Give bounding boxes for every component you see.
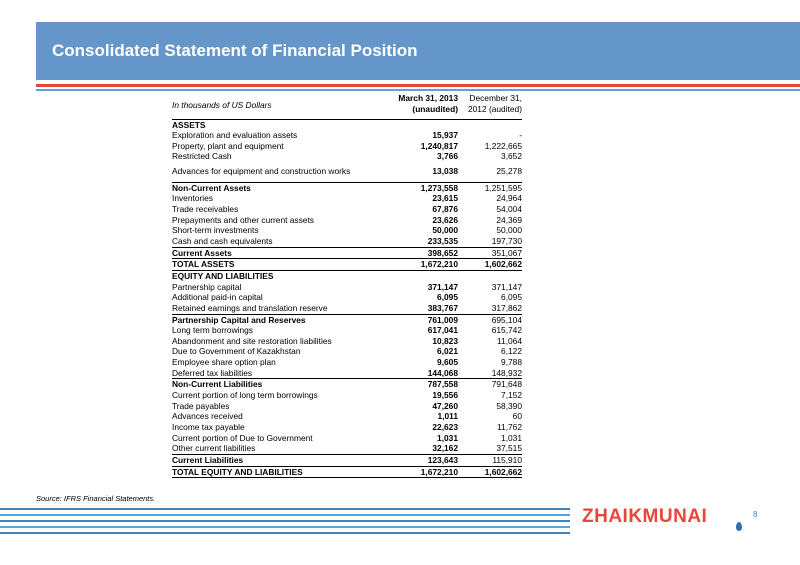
value-march-2013: 371,147	[427, 281, 458, 292]
value-december-2012: 148,932	[491, 367, 522, 378]
value-march-2013: 233,535	[427, 235, 458, 246]
table-row	[172, 215, 522, 226]
value-march-2013: 144,068	[427, 367, 458, 378]
value-december-2012: 1,251,595	[458, 182, 522, 193]
table-row	[172, 182, 522, 193]
value-march-2013	[394, 270, 458, 281]
page-title: Consolidated Statement of Financial Position	[52, 41, 418, 60]
row-label: Current Assets	[172, 247, 394, 259]
table-row	[172, 433, 522, 444]
row-label: Non-Current Liabilities	[172, 379, 394, 390]
column-header-march-2013: March 31, 2013 (unaudited)	[394, 93, 458, 119]
row-label: Other current liabilities	[172, 443, 256, 454]
footer-stripe	[0, 520, 570, 522]
row-label: Short-term investments	[172, 225, 259, 236]
table-row	[172, 346, 522, 357]
table-row	[172, 270, 522, 281]
value-december-2012: 371,147	[491, 281, 522, 292]
value-march-2013	[394, 119, 458, 130]
table-row	[172, 204, 522, 215]
row-label: Trade receivables	[172, 203, 239, 214]
header-stripe-blue	[36, 89, 800, 91]
row-label: ASSETS	[172, 119, 206, 130]
footer-stripe	[0, 532, 570, 534]
value-march-2013: 6,021	[437, 346, 458, 357]
table-row	[172, 411, 522, 422]
row-label: Current portion of Due to Government	[172, 432, 313, 443]
value-december-2012: 317,862	[491, 302, 522, 313]
value-march-2013: 6,095	[437, 292, 458, 303]
row-label: TOTAL EQUITY AND LIABILITIES	[172, 466, 394, 478]
value-march-2013: 1,031	[437, 432, 458, 443]
table-row	[172, 151, 522, 162]
value-december-2012: 6,095	[501, 292, 522, 303]
value-december-2012: 1,031	[501, 432, 522, 443]
value-december-2012: 791,648	[458, 379, 522, 390]
table-row	[172, 325, 522, 336]
table-row	[172, 236, 522, 247]
footer-stripe	[0, 514, 570, 516]
row-label: Cash and cash equivalents	[172, 235, 273, 246]
table-row	[172, 336, 522, 347]
value-december-2012: 37,515	[496, 443, 522, 454]
value-march-2013: 13,038	[432, 166, 458, 177]
row-label: Income tax payable	[172, 422, 245, 433]
table-row	[172, 443, 522, 454]
row-label: EQUITY AND LIABILITIES	[172, 270, 274, 281]
value-march-2013: 22,623	[432, 422, 458, 433]
value-december-2012: 1,602,662	[458, 466, 522, 478]
table-header-row	[172, 93, 522, 119]
value-december-2012: 58,390	[496, 400, 522, 411]
row-label: Prepayments and other current assets	[172, 214, 314, 225]
row-label: Deferred tax liabilities	[172, 367, 253, 378]
row-label: Advances for equipment and construction works	[172, 166, 351, 177]
table-row	[172, 282, 522, 293]
column-header-december-2012: December 31, 2012 (audited)	[458, 93, 522, 119]
row-label: Retained earnings and translation reserve	[172, 302, 328, 313]
row-label: Due to Government of Kazakhstan	[172, 346, 301, 357]
value-march-2013: 398,652	[394, 247, 458, 259]
value-december-2012: 615,742	[491, 325, 522, 336]
row-label: Property, plant and equipment	[172, 140, 284, 151]
table-row	[172, 141, 522, 152]
row-label: Restricted Cash	[172, 151, 232, 162]
page-number: 8	[753, 510, 758, 519]
row-label: Additional paid-in capital	[172, 292, 263, 303]
value-march-2013: 787,558	[394, 379, 458, 390]
value-december-2012: 695,104	[458, 314, 522, 325]
table-row	[172, 247, 522, 259]
company-logo: ZHAIKMUNAI	[582, 506, 708, 527]
financial-position-table	[172, 93, 522, 478]
unit-label: In thousands of US Dollars	[172, 93, 394, 119]
value-december-2012: 9,788	[501, 357, 522, 368]
value-december-2012: 25,278	[496, 166, 522, 177]
row-label: Inventories	[172, 193, 213, 204]
value-december-2012: 1,602,662	[458, 259, 522, 271]
value-december-2012: 60	[512, 411, 522, 422]
value-december-2012: 54,004	[496, 203, 522, 214]
footer-stripe	[0, 508, 570, 510]
source-note: Source: IFRS Financial Statements.	[36, 494, 156, 503]
header-stripe-red	[36, 84, 800, 87]
table-row	[172, 130, 522, 141]
value-march-2013: 67,876	[432, 203, 458, 214]
row-label: Abandonment and site restoration liabilities	[172, 335, 332, 346]
value-march-2013: 1,273,558	[394, 182, 458, 193]
table-row	[172, 455, 522, 467]
row-label: Partnership capital	[172, 281, 242, 292]
row-label: Non-Current Assets	[172, 182, 394, 193]
table-row	[172, 390, 522, 401]
value-march-2013: 1,672,210	[394, 259, 458, 271]
value-december-2012: 50,000	[496, 225, 522, 236]
table-row	[172, 303, 522, 314]
value-march-2013: 3,766	[437, 151, 458, 162]
value-march-2013: 9,605	[437, 357, 458, 368]
table-row	[172, 225, 522, 236]
value-march-2013: 19,556	[432, 390, 458, 401]
value-december-2012: 11,064	[497, 335, 522, 346]
value-march-2013: 123,643	[394, 455, 458, 467]
value-march-2013: 47,260	[432, 400, 458, 411]
footer-stripe	[0, 526, 570, 528]
table-row	[172, 401, 522, 412]
table-row	[172, 314, 522, 325]
value-december-2012	[458, 119, 522, 130]
value-march-2013: 617,041	[427, 325, 458, 336]
table-row	[172, 422, 522, 433]
row-label: Employee share option plan	[172, 357, 276, 368]
value-march-2013: 761,009	[394, 314, 458, 325]
table-row	[172, 466, 522, 478]
value-december-2012	[458, 270, 522, 281]
value-december-2012: 11,762	[497, 422, 522, 433]
value-december-2012: 3,652	[501, 151, 522, 162]
table-row	[172, 357, 522, 368]
row-label: Current portion of long term borrowings	[172, 390, 318, 401]
table-row	[172, 292, 522, 303]
value-december-2012: 351,067	[458, 247, 522, 259]
value-march-2013: 1,011	[437, 411, 458, 422]
row-label: TOTAL ASSETS	[172, 259, 394, 271]
value-december-2012: 6,122	[501, 346, 522, 357]
row-label: Trade payables	[172, 400, 230, 411]
value-march-2013: 10,823	[432, 335, 458, 346]
table-row	[172, 379, 522, 390]
row-label: Exploration and evaluation assets	[172, 130, 298, 141]
row-label: Advances received	[172, 411, 243, 422]
oil-drop-icon	[736, 522, 742, 531]
table-row	[172, 259, 522, 271]
value-march-2013: 383,767	[427, 302, 458, 313]
row-label: Current Liabilities	[172, 455, 394, 467]
value-march-2013: 23,626	[432, 214, 458, 225]
row-label: Partnership Capital and Reserves	[172, 314, 394, 325]
value-march-2013: 15,937	[432, 130, 458, 141]
value-december-2012: 1,222,665	[484, 140, 522, 151]
value-december-2012: 197,730	[491, 235, 522, 246]
value-december-2012: 7,152	[501, 390, 522, 401]
table-row	[172, 193, 522, 204]
value-december-2012: 24,369	[496, 214, 522, 225]
value-march-2013: 23,615	[432, 193, 458, 204]
value-march-2013: 50,000	[432, 225, 458, 236]
value-march-2013: 32,162	[432, 443, 458, 454]
value-december-2012: -	[519, 130, 522, 141]
table-row	[172, 162, 522, 182]
table-row	[172, 119, 522, 130]
table-row	[172, 368, 522, 379]
value-december-2012: 24,964	[496, 193, 522, 204]
row-label: Long term borrowings	[172, 325, 253, 336]
value-march-2013: 1,240,817	[420, 140, 458, 151]
value-march-2013: 1,672,210	[394, 466, 458, 478]
value-december-2012: 115,910	[458, 455, 522, 467]
